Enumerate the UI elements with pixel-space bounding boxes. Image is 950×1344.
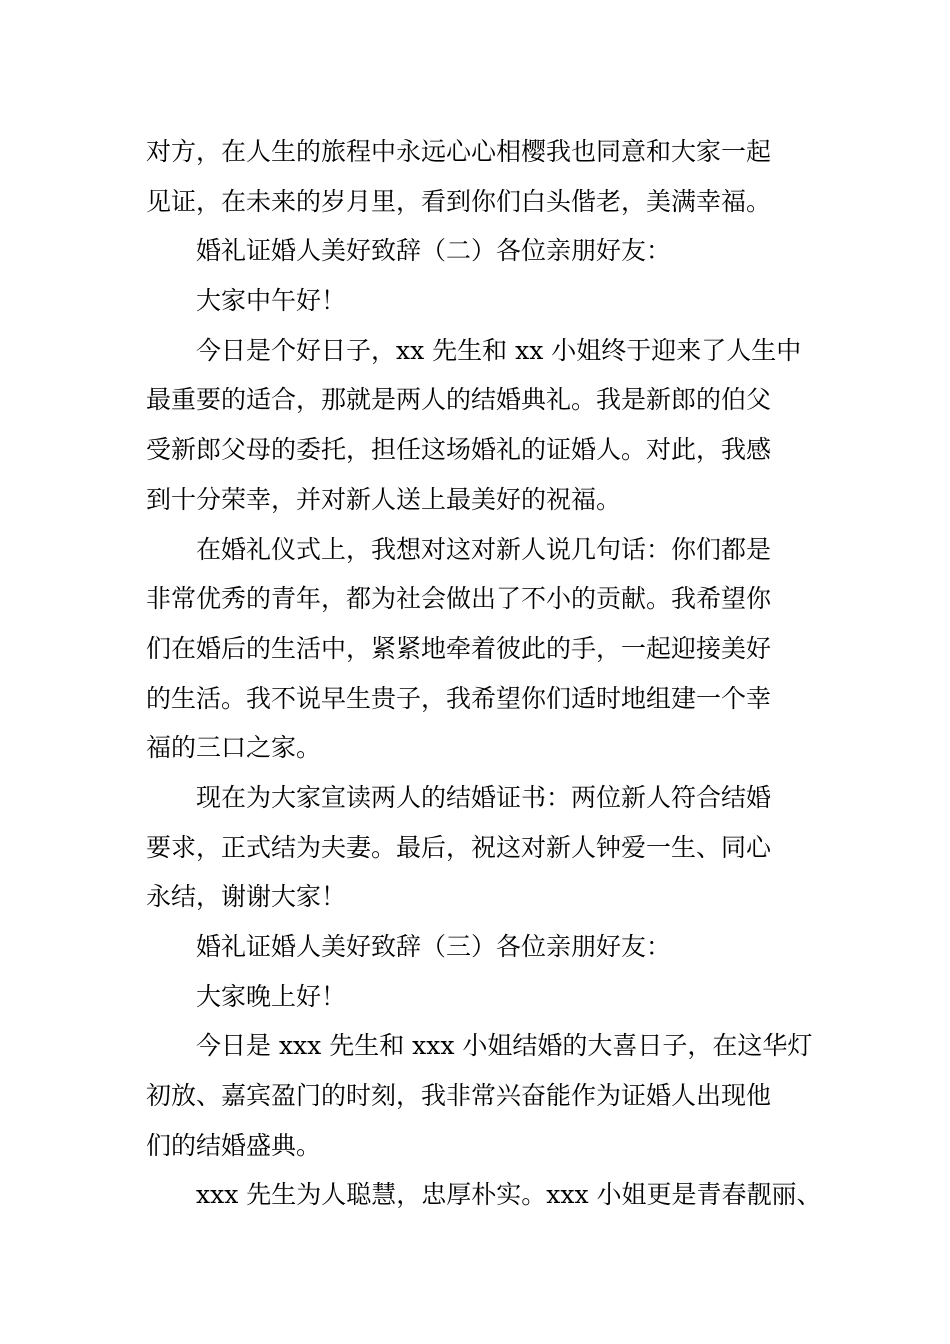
text-line: 要求，正式结为夫妻。最后，祝这对新人钟爱一生、同心 [146, 832, 772, 862]
text-line: 今日是 xxx 先生和 xxx 小姐结婚的大喜日子，在这华灯 [196, 1031, 813, 1061]
greeting-line: 大家中午好！ [196, 286, 347, 316]
text-line: 们在婚后的生活中，紧紧地牵着彼此的手，一起迎接美好 [146, 633, 772, 663]
text-line: 见证，在未来的岁月里，看到你们白头偕老，美满幸福。 [146, 186, 772, 216]
greeting-line: 大家晚上好！ [196, 981, 347, 1011]
text-line: 初放、嘉宾盈门的时刻，我非常兴奋能作为证婚人出现他 [146, 1081, 772, 1111]
text-line: 们的结婚盛典。 [146, 1130, 322, 1160]
text-line: 非常优秀的青年，都为社会做出了不小的贡献。我希望你 [146, 584, 772, 614]
text-line: 现在为大家宣读两人的结婚证书：两位新人符合结婚 [196, 782, 772, 812]
text-line: xxx 先生为人聪慧，忠厚朴实。xxx 小姐更是青春靓丽、 [196, 1180, 822, 1210]
text-line: 的生活。我不说早生贵子，我希望你们适时地组建一个幸 [146, 683, 772, 713]
text-line: 在婚礼仪式上，我想对这对新人说几句话：你们都是 [196, 534, 772, 564]
section-heading: 婚礼证婚人美好致辞（三）各位亲朋好友： [196, 932, 672, 961]
text-line: 对方，在人生的旅程中永远心心相樱我也同意和大家一起 [146, 137, 772, 166]
text-line: 永结，谢谢大家！ [146, 882, 347, 912]
document-body [146, 127, 826, 1220]
section-heading: 婚礼证婚人美好致辞（二）各位亲朋好友： [196, 236, 672, 266]
text-line: 受新郎父母的委托，担任这场婚礼的证婚人。对此，我感 [146, 435, 772, 465]
text-line: 到十分荣幸，并对新人送上最美好的祝福。 [146, 484, 622, 514]
text-line: 福的三口之家。 [146, 733, 322, 763]
text-line: 今日是个好日子，xx 先生和 xx 小姐终于迎来了人生中 [196, 335, 802, 365]
text-line: 最重要的适合，那就是两人的结婚典礼。我是新郎的伯父 [146, 385, 772, 415]
